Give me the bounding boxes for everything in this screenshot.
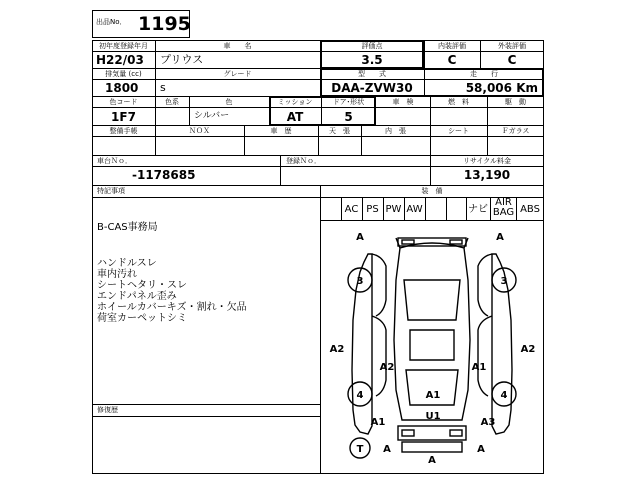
grade-label: グレード [223, 70, 252, 78]
history-label: 車 歴 [270, 127, 292, 135]
fuel-label: 燃 料 [448, 98, 469, 106]
mark-left-side: A2 [329, 344, 345, 355]
repair-history-label: 修復歴 [97, 406, 118, 414]
first-reg-label: 初年度登録年月 [99, 42, 148, 50]
mark-rear-left: A1 [370, 417, 386, 428]
mark-right-rear-wheel: 4 [500, 390, 508, 401]
mark-front-right: A [496, 232, 504, 243]
doors-value: 5 [344, 110, 353, 124]
remarks-note-1: ハンドルスレ [97, 258, 157, 269]
transmission-value: AT [286, 110, 304, 124]
mark-left-front-wheel: 3 [356, 276, 364, 287]
equipment-label: 装 備 [421, 187, 443, 195]
model-name-value: プリウス [160, 53, 204, 66]
recycle-value: 13,190 [463, 168, 511, 182]
exterior-score-label: 外装評価 [498, 42, 526, 50]
manual-label: 整備手帳 [109, 127, 138, 135]
mark-front-left: A [356, 232, 364, 243]
car-damage-diagram [320, 220, 544, 474]
mark-left-rear-wheel: 4 [356, 390, 364, 401]
color-value: シルバー [194, 111, 230, 121]
option-ac: AC [344, 204, 359, 215]
remarks-note-4: エンドパネル歪み [97, 291, 177, 302]
remarks-label: 特記事項 [97, 187, 125, 195]
lot-number: 1195 [138, 13, 191, 35]
option-pw: PW [385, 204, 402, 215]
mark-right-rear-door: A1 [471, 362, 487, 373]
remarks-note-3: シートヘタリ・スレ [97, 280, 187, 291]
f-glass-label: Ｆガラス [501, 127, 530, 135]
mark-trunk-circle: T [356, 444, 364, 455]
remarks-note-5: ホイールカバーキズ・割れ・欠品 [97, 302, 247, 313]
interior-score-value: C [447, 53, 457, 67]
score-value: 3.5 [361, 53, 383, 67]
recycle-label: リサイクル料金 [462, 157, 512, 165]
displacement-value: 1800 [105, 81, 139, 95]
inspection-label: 車 検 [392, 98, 414, 106]
mileage-label: 走 行 [470, 70, 498, 78]
remarks-main: B-CAS事務局 [97, 222, 158, 233]
mileage-value: 58,006 Km [465, 81, 538, 95]
option-navi: ナビ [468, 204, 488, 215]
chassis-label: 車台Ｎｏ． [97, 157, 132, 165]
score-label: 評価点 [361, 42, 383, 50]
option-aw: AW [406, 204, 423, 215]
exterior-score-value: C [507, 53, 517, 67]
transmission-label: ミッション [277, 98, 313, 106]
model-code-value: DAA-ZVW30 [331, 81, 413, 95]
mark-roof-rear: A1 [425, 390, 441, 401]
model-code-label: 型 式 [358, 70, 386, 78]
first-reg-value: H22/03 [96, 53, 144, 67]
sunroof-label: 天 張 [329, 127, 350, 135]
chassis-value: -1178685 [132, 168, 196, 182]
mark-bumper-center: A [428, 455, 436, 466]
interior-cloth-label: 内 張 [385, 127, 406, 135]
seat-label: シート [448, 127, 469, 135]
option-ps: PS [366, 204, 379, 215]
grade-value: s [160, 81, 166, 94]
mark-right-side: A2 [520, 344, 536, 355]
reg-no-label: 登録Ｎｏ． [286, 157, 321, 165]
model-name-label: 車 名 [223, 42, 252, 50]
mark-bumper-right: A [477, 444, 485, 455]
color-system-label: 色系 [165, 98, 179, 106]
mark-rear-center: U1 [425, 411, 441, 422]
option-airbag: AIR BAG [492, 197, 515, 218]
mark-rear-right: A3 [480, 417, 496, 428]
option-abs: ABS [520, 204, 540, 215]
displacement-label: 排気量 (cc) [105, 70, 142, 78]
nox-label: ＮＯＸ [189, 127, 210, 135]
mark-bumper-left: A [383, 444, 391, 455]
doors-label: ドア･形状 [332, 98, 365, 106]
drive-label: 駆 動 [505, 98, 526, 106]
mark-left-rear-door: A2 [379, 362, 395, 373]
interior-score-label: 内装評価 [438, 42, 466, 50]
color-label: 色 [225, 98, 233, 106]
lot-number-label: 出品No． [96, 18, 127, 26]
color-code-label: 色コード [109, 98, 138, 106]
remarks-note-2: 車内汚れ [97, 269, 137, 280]
mark-right-front-wheel: 3 [500, 276, 508, 287]
color-code-value: 1F7 [111, 110, 136, 124]
remarks-note-6: 荷室カーペットシミ [97, 313, 187, 324]
